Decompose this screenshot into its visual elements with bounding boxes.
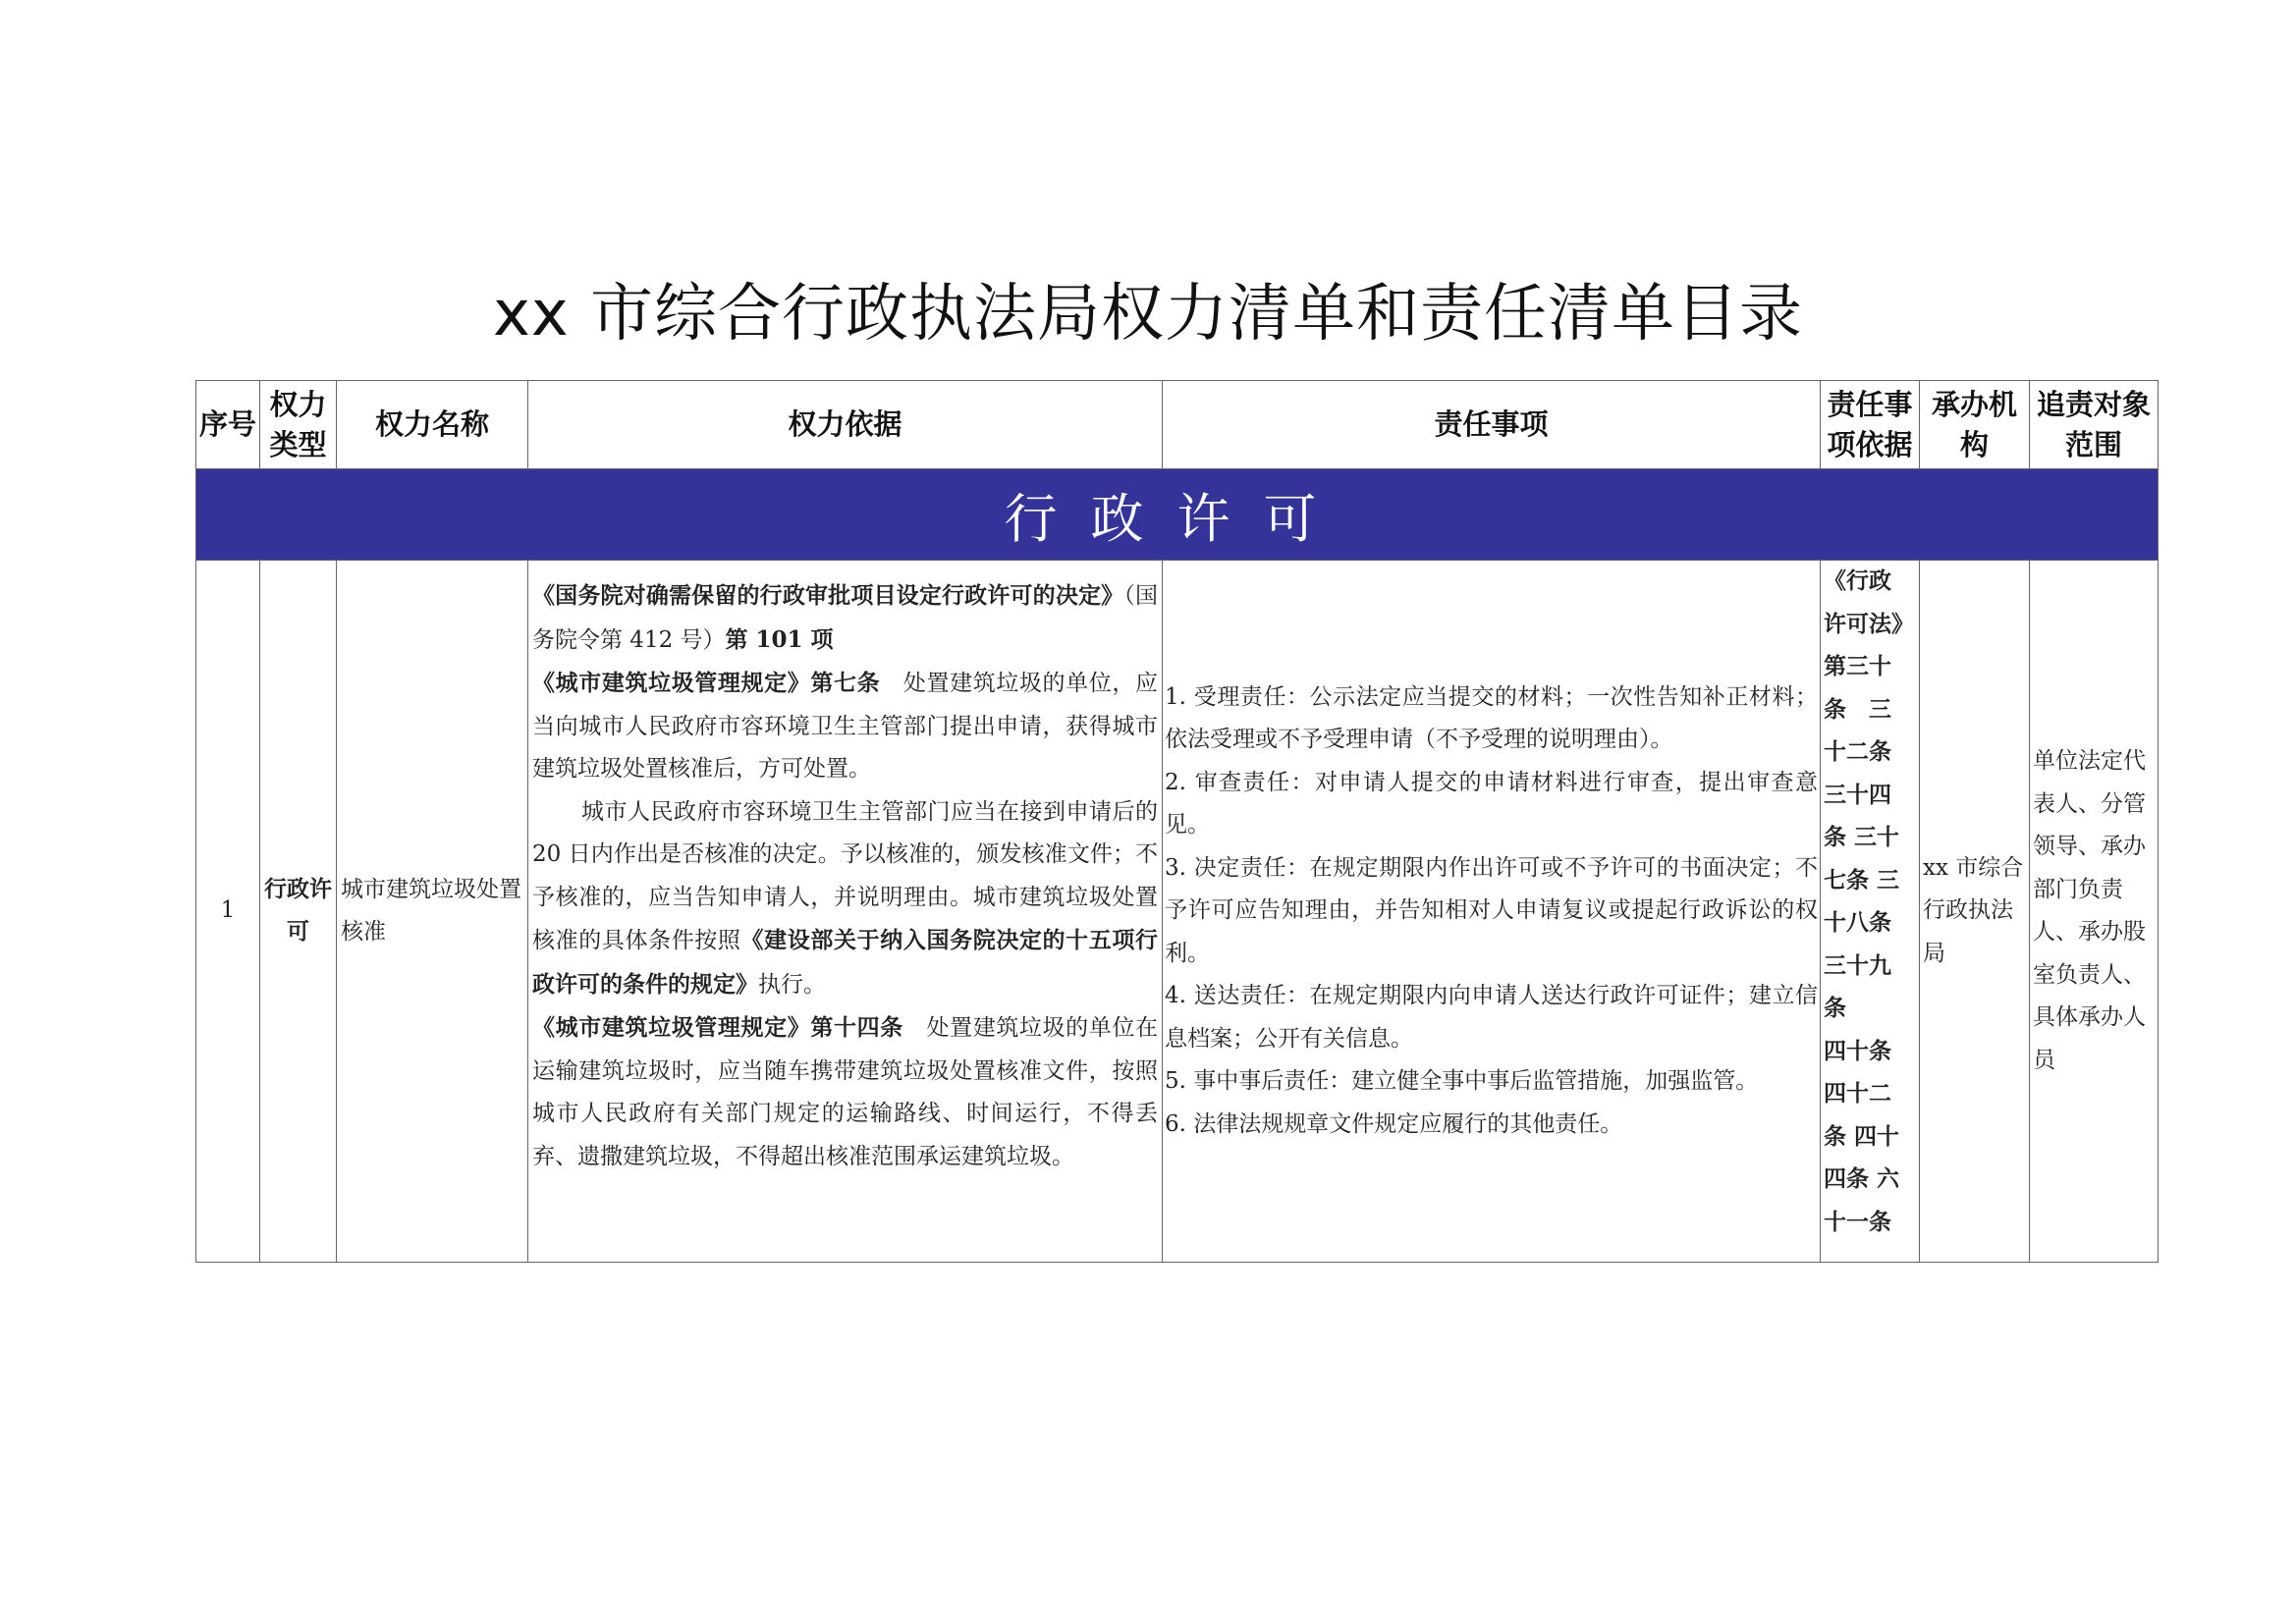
basis-text-bold: 《城市建筑垃圾管理规定》第七条 xyxy=(532,670,881,696)
responsibility-item: 2. 审查责任：对申请人提交的申请材料进行审查，提出审查意见。 xyxy=(1165,769,1818,839)
row-type: 行政许可 xyxy=(260,561,337,1263)
resp-basis-line: 十二条 xyxy=(1824,739,1891,765)
row-name: 城市建筑垃圾处置核准 xyxy=(337,561,528,1263)
resp-basis-line: 十一条 xyxy=(1824,1209,1891,1235)
header-name: 权力名称 xyxy=(337,381,528,469)
row-no: 1 xyxy=(196,561,260,1263)
row-responsibilities xyxy=(1163,561,1821,1263)
row-basis xyxy=(528,561,1163,1263)
row-resp-basis xyxy=(1821,561,1920,1263)
resp-basis-line: 四十条 xyxy=(1824,1038,1891,1064)
header-basis: 权力依据 xyxy=(528,381,1163,469)
responsibility-item: 5. 事中事后责任：建立健全事中事后监管措施，加强监管。 xyxy=(1165,1068,1759,1095)
basis-paragraph xyxy=(532,1006,1158,1178)
header-type: 权力类型 xyxy=(260,381,337,469)
responsibility-item: 4. 送达责任：在规定期限内向申请人送达行政许可证件；建立信息档案；公开有关信息。 xyxy=(1165,983,1818,1052)
resp-basis-line: 条 四十 xyxy=(1824,1123,1900,1150)
basis-paragraph xyxy=(532,574,1158,662)
responsibility-item: 3. 决定责任：在规定期限内作出许可或不予许可的书面决定；不予许可应告知理由，并告知相对人申请复议或提起行政诉讼的权利。 xyxy=(1165,854,1818,966)
table-header-row xyxy=(196,381,2159,469)
resp-basis-line: 条 xyxy=(1824,996,1846,1021)
resp-basis-line: 七条 三 xyxy=(1824,867,1900,893)
basis-text-bold: 《建设部关于纳入国务院决定的十五项行政许可的条件的规定》 xyxy=(532,927,1159,998)
page-title: xx 市综合行政执法局权力清单和责任清单目录 xyxy=(492,278,1804,351)
basis-paragraph xyxy=(532,791,1158,1007)
basis-text: 处置建筑垃圾的单位在运输建筑垃圾时，应当随车携带建筑垃圾处置核准文件，按照城市人民政府有关部门规定的运输路线、时间运行，不得丢弃、遗撒建筑垃圾，不得超出核准范围承运建筑垃圾。 xyxy=(532,1015,1159,1169)
header-resp-basis: 责任事项依据 xyxy=(1821,381,1920,469)
responsibility-item: 6. 法律法规规章文件规定应履行的其他责任。 xyxy=(1165,1110,1623,1137)
row-organ: xx 市综合行政执法局 xyxy=(1920,561,2030,1263)
basis-text: （国务院令第 412 号） xyxy=(532,583,1159,653)
row-accountability: 单位法定代表人、分管领导、承办部门负责人、承办股室负责人、具体承办人员 xyxy=(2030,561,2159,1263)
resp-basis-line: 三十四 xyxy=(1824,782,1891,808)
table-row xyxy=(196,561,2159,1263)
resp-basis-line: 第三十 xyxy=(1824,654,1891,679)
resp-basis-line: 《行政 xyxy=(1824,568,1891,594)
header-accountability: 追责对象范围 xyxy=(2030,381,2159,469)
basis-text: 处置建筑垃圾的单位，应当向城市人民政府市容环境卫生主管部门提出申请，获得城市建筑垃圾处置核准后，方可处置。 xyxy=(532,671,1159,782)
power-list-table xyxy=(195,380,2159,1263)
resp-basis-line: 条 三 xyxy=(1824,696,1891,723)
resp-basis-line: 条 三十 xyxy=(1824,825,1900,850)
basis-text: 执行。 xyxy=(758,971,826,998)
basis-text-bold: 第 101 项 xyxy=(725,625,834,653)
resp-basis-line: 四十二 xyxy=(1824,1081,1891,1107)
basis-paragraph xyxy=(532,662,1158,791)
header-organ: 承办机构 xyxy=(1920,381,2030,469)
header-responsibilities: 责任事项 xyxy=(1163,381,1821,469)
basis-text: 城市人民政府市容环境卫生主管部门应当在接到申请后的 20 日内作出是否核准的决定。予以核准的，颁发核准文件；不予核准的，应当告知申请人，并说明理由。城市建筑垃圾处置核准的具体条件按照 xyxy=(532,798,1158,953)
header-no: 序号 xyxy=(196,381,260,469)
resp-basis-line: 许可法》 xyxy=(1824,611,1914,637)
basis-text-bold: 《国务院对确需保留的行政审批项目设定行政许可的决定》 xyxy=(532,582,1124,609)
responsibility-item: 1. 受理责任：公示法定应当提交的材料；一次性告知补正材料；依法受理或不予受理申请（不予受理的说明理由）。 xyxy=(1165,683,1818,753)
section-title: 行政许可 xyxy=(196,469,2159,561)
basis-text-bold: 《城市建筑垃圾管理规定》第十四条 xyxy=(532,1014,903,1041)
resp-basis-line: 四条 六 xyxy=(1824,1166,1900,1192)
section-row xyxy=(196,469,2159,561)
resp-basis-line: 三十九 xyxy=(1824,952,1891,979)
resp-basis-line: 十八条 xyxy=(1824,910,1891,936)
